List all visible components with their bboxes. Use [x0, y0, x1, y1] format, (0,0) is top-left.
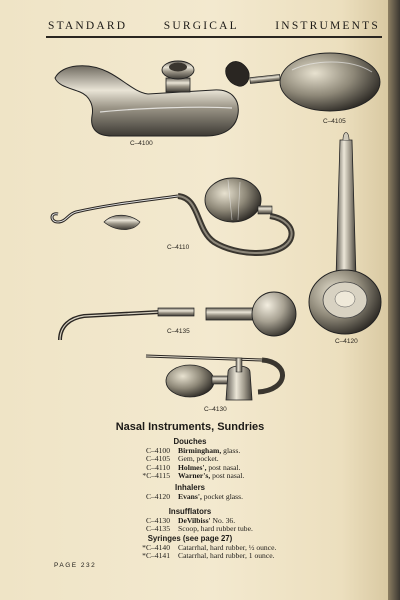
page-number: PAGE 232	[54, 562, 97, 569]
insufflators-list	[128, 517, 368, 534]
item-desc-text: Scoop, hard rubber tube.	[178, 524, 253, 534]
figure-label-c4135: C–4135	[167, 328, 190, 335]
syringes-list	[128, 544, 368, 561]
item-name: Birmingham,	[178, 446, 222, 455]
item-code: *C–4115	[142, 470, 170, 480]
header-word-standard: STANDARD	[48, 20, 128, 32]
header-word-surgical: SURGICAL	[163, 20, 239, 32]
item-desc-text: pocket glass.	[201, 492, 243, 501]
item-desc-text: No. 36.	[210, 516, 236, 525]
evans-inhaler-illustration	[309, 133, 381, 335]
item-code: *C–4141	[142, 551, 170, 561]
item-desc-text: post nasal.	[206, 462, 241, 472]
item-name: Warner's,	[178, 470, 211, 480]
item-code: C–4130	[145, 516, 170, 525]
figure-label-c4110: C–4110	[167, 244, 190, 251]
item-code: C–4100	[145, 446, 170, 455]
birmingham-douche-illustration	[55, 61, 238, 136]
item-desc-text: glass.	[221, 446, 241, 455]
figure-label-c4120: C–4120	[335, 338, 358, 345]
section-title: Nasal Instruments, Sundries	[115, 421, 265, 433]
inhalers-list	[128, 493, 368, 501]
item-code: C–4120	[145, 492, 170, 501]
item-description	[178, 525, 253, 533]
item-desc-text: post nasal.	[210, 470, 245, 480]
item-code: C–4105	[145, 454, 170, 464]
douches-list	[128, 447, 368, 480]
item-desc-text: Catarrhal, hard rubber, 1 ounce.	[178, 551, 275, 561]
category-syringes-title: Syringes (see page 27)	[147, 534, 233, 543]
devilbiss-insufflator-illustration	[146, 356, 283, 400]
gem-douche-illustration	[226, 53, 380, 111]
figure-label-c4105: C–4105	[323, 118, 346, 125]
catalog-item-row	[128, 472, 368, 480]
item-name: DeVilbiss'	[178, 516, 211, 525]
catalog-item-row	[128, 493, 368, 501]
item-code: C–4110	[146, 462, 170, 472]
holmes-douche-illustration	[52, 178, 292, 253]
item-code: C–4135	[145, 524, 170, 534]
item-desc-text: Gem, pocket.	[178, 454, 219, 464]
catalog-item-row	[128, 525, 368, 533]
item-code: *C–4140	[142, 543, 170, 552]
item-description	[178, 552, 274, 560]
category-insufflators-title: Insufflators	[168, 507, 212, 516]
header-word-instruments: INSTRUMENTS	[275, 20, 380, 32]
item-name: Evans',	[178, 492, 202, 501]
category-douches-title: Douches	[173, 437, 207, 446]
item-name: Holmes',	[178, 462, 207, 472]
book-spine-shadow	[388, 0, 400, 600]
figure-label-c4100: C–4100	[130, 140, 153, 147]
figure-label-c4130: C–4130	[204, 406, 227, 413]
category-inhalers-title: Inhalers	[175, 483, 205, 492]
item-description	[178, 493, 243, 501]
catalog-item-row	[128, 552, 368, 560]
item-description	[178, 472, 244, 480]
item-desc-text: Catarrhal, hard rubber, ½ ounce.	[178, 543, 277, 552]
